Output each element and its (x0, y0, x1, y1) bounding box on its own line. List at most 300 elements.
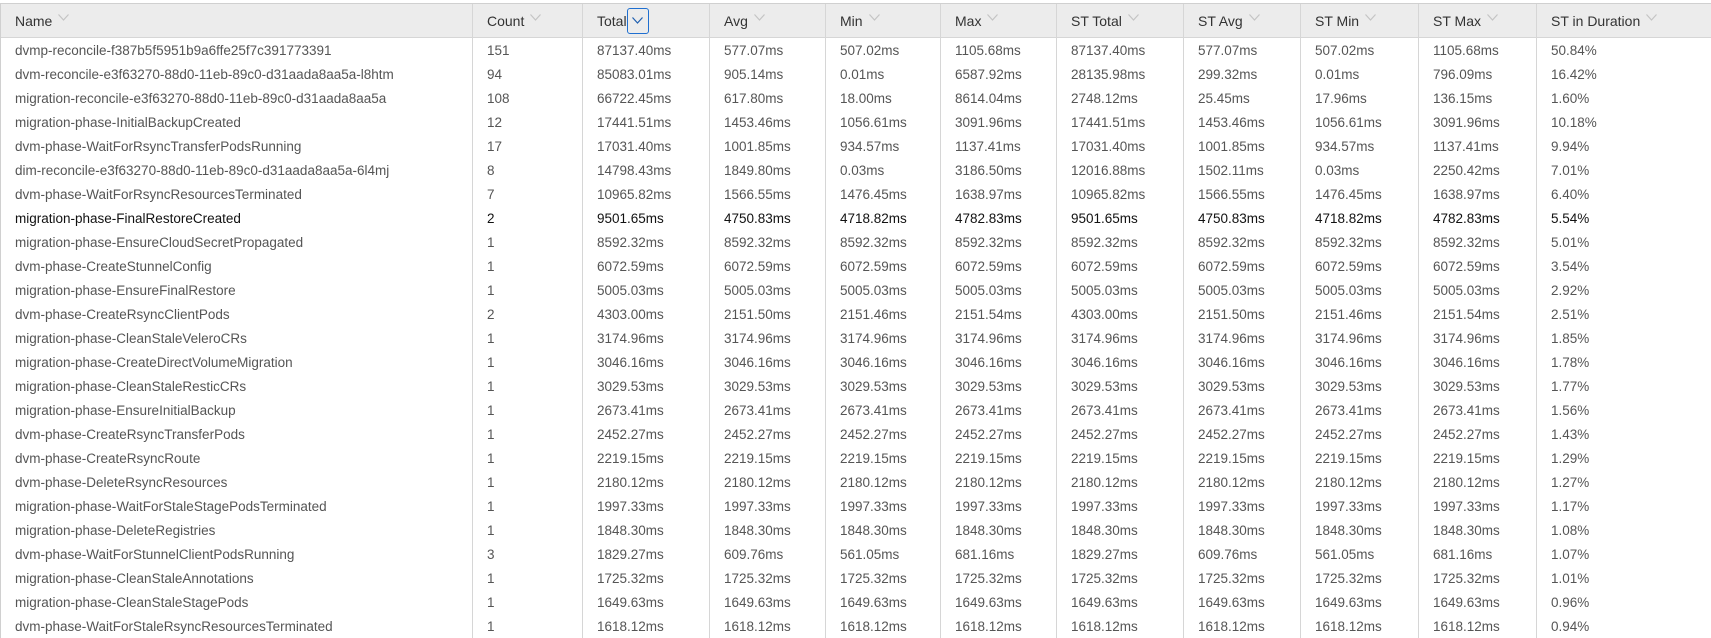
cell-st-min: 1997.33ms (1301, 494, 1419, 518)
cell-st-total: 2180.12ms (1057, 470, 1184, 494)
column-header-label: Avg (724, 12, 748, 29)
cell-st-total: 17031.40ms (1057, 134, 1184, 158)
cell-total: 1997.33ms (583, 494, 710, 518)
cell-total: 87137.40ms (583, 38, 710, 62)
cell-st-max: 796.09ms (1419, 62, 1537, 86)
cell-st-total: 1649.63ms (1057, 590, 1184, 614)
cell-total: 10965.82ms (583, 182, 710, 206)
cell-avg: 609.76ms (710, 542, 826, 566)
cell-st-max: 3046.16ms (1419, 350, 1537, 374)
cell-st-avg: 1001.85ms (1184, 134, 1301, 158)
cell-count: 1 (473, 590, 583, 614)
cell-st-avg: 8592.32ms (1184, 230, 1301, 254)
cell-count: 3 (473, 542, 583, 566)
cell-name: dvm-reconcile-e3f63270-88d0-11eb-89c0-d31aada8aa5a-l8htm (1, 62, 473, 86)
cell-count: 1 (473, 494, 583, 518)
chevron-down-icon[interactable] (754, 14, 768, 28)
cell-max: 3186.50ms (941, 158, 1057, 182)
cell-total: 17031.40ms (583, 134, 710, 158)
cell-max: 1997.33ms (941, 494, 1057, 518)
cell-max: 1137.41ms (941, 134, 1057, 158)
cell-st-max: 2250.42ms (1419, 158, 1537, 182)
column-header-label: Min (840, 12, 863, 29)
cell-st-total: 9501.65ms (1057, 206, 1184, 230)
cell-st-max: 3029.53ms (1419, 374, 1537, 398)
cell-avg: 2219.15ms (710, 446, 826, 470)
table-row[interactable] (1, 590, 1711, 614)
cell-st-min: 2151.46ms (1301, 302, 1419, 326)
cell-total: 3046.16ms (583, 350, 710, 374)
cell-st-max: 5005.03ms (1419, 278, 1537, 302)
table-row[interactable] (1, 542, 1711, 566)
cell-st-avg: 6072.59ms (1184, 254, 1301, 278)
cell-name: dvm-phase-CreateRsyncRoute (1, 446, 473, 470)
cell-st-in-duration: 1.60% (1551, 90, 1590, 106)
cell-st-in-duration: 9.94% (1551, 138, 1590, 154)
cell-total: 85083.01ms (583, 62, 710, 86)
cell-st-avg: 1566.55ms (1184, 182, 1301, 206)
cell-st-in-duration: 1.07% (1551, 546, 1590, 562)
cell-st-in-duration: 1.43% (1551, 426, 1590, 442)
cell-st-total: 10965.82ms (1057, 182, 1184, 206)
cell-min: 8592.32ms (826, 230, 941, 254)
cell-st-total: 3174.96ms (1057, 326, 1184, 350)
cell-min: 5005.03ms (826, 278, 941, 302)
cell-st-max: 136.15ms (1419, 86, 1537, 110)
cell-name: migration-phase-CleanStaleStagePods (1, 590, 473, 614)
stats-table (0, 3, 1711, 638)
cell-st-in-duration: 1.17% (1551, 498, 1590, 514)
cell-min: 1848.30ms (826, 518, 941, 542)
cell-st-max: 681.16ms (1419, 542, 1537, 566)
column-header-label: ST Max (1433, 12, 1481, 29)
cell-st-avg: 25.45ms (1184, 86, 1301, 110)
cell-st-in-duration: 5.01% (1551, 234, 1590, 250)
cell-st-max: 1638.97ms (1419, 182, 1537, 206)
cell-min: 2219.15ms (826, 446, 941, 470)
cell-total: 1618.12ms (583, 614, 710, 638)
cell-st-max: 2673.41ms (1419, 398, 1537, 422)
cell-st-in-duration: 10.18% (1551, 114, 1597, 130)
chevron-down-icon[interactable] (1249, 14, 1263, 28)
cell-name: dvm-phase-WaitForStaleRsyncResourcesTerminated (1, 614, 473, 638)
cell-st-min: 507.02ms (1301, 38, 1419, 62)
cell-max: 2673.41ms (941, 398, 1057, 422)
cell-name: dvm-phase-DeleteRsyncResources (1, 470, 473, 494)
cell-avg: 1618.12ms (710, 614, 826, 638)
cell-avg: 4750.83ms (710, 206, 826, 230)
cell-max: 6587.92ms (941, 62, 1057, 86)
cell-total: 3174.96ms (583, 326, 710, 350)
cell-max: 2180.12ms (941, 470, 1057, 494)
cell-st-total: 17441.51ms (1057, 110, 1184, 134)
chevron-down-icon[interactable] (1487, 14, 1501, 28)
cell-st-total: 3046.16ms (1057, 350, 1184, 374)
cell-st-avg: 1997.33ms (1184, 494, 1301, 518)
cell-min: 1056.61ms (826, 110, 941, 134)
cell-st-total: 8592.32ms (1057, 230, 1184, 254)
cell-min: 3029.53ms (826, 374, 941, 398)
cell-name: dvmp-reconcile-f387b5f5951b9a6ffe25f7c391773391 (1, 38, 473, 62)
cell-st-max: 1725.32ms (1419, 566, 1537, 590)
column-header-label: Name (15, 12, 53, 29)
cell-st-in-duration: 6.40% (1551, 186, 1590, 202)
cell-st-total: 2748.12ms (1057, 86, 1184, 110)
cell-count: 1 (473, 446, 583, 470)
cell-st-avg: 1848.30ms (1184, 518, 1301, 542)
cell-st-min: 0.03ms (1301, 158, 1419, 182)
chevron-down-icon[interactable] (1128, 14, 1142, 28)
cell-count: 17 (473, 134, 583, 158)
cell-count: 12 (473, 110, 583, 134)
cell-st-total: 1997.33ms (1057, 494, 1184, 518)
cell-total: 3029.53ms (583, 374, 710, 398)
column-header-st-total[interactable] (1057, 4, 1184, 37)
cell-st-min: 1725.32ms (1301, 566, 1419, 590)
cell-min: 0.03ms (826, 158, 941, 182)
cell-st-min: 4718.82ms (1301, 206, 1419, 230)
cell-st-in-duration: 1.27% (1551, 474, 1590, 490)
cell-avg: 2673.41ms (710, 398, 826, 422)
cell-min: 3046.16ms (826, 350, 941, 374)
cell-name: migration-phase-EnsureInitialBackup (1, 398, 473, 422)
cell-st-in-duration: 1.78% (1551, 354, 1590, 370)
cell-avg: 1725.32ms (710, 566, 826, 590)
table-row[interactable] (1, 158, 1711, 182)
cell-st-max: 2219.15ms (1419, 446, 1537, 470)
cell-st-avg: 2452.27ms (1184, 422, 1301, 446)
column-header-min[interactable] (826, 4, 941, 37)
cell-avg: 2452.27ms (710, 422, 826, 446)
chevron-down-icon[interactable] (1646, 14, 1660, 28)
cell-avg: 5005.03ms (710, 278, 826, 302)
cell-name: migration-phase-DeleteRegistries (1, 518, 473, 542)
cell-count: 1 (473, 566, 583, 590)
cell-total: 1725.32ms (583, 566, 710, 590)
cell-avg: 3046.16ms (710, 350, 826, 374)
cell-name: migration-phase-EnsureFinalRestore (1, 278, 473, 302)
cell-count: 1 (473, 326, 583, 350)
cell-count: 151 (473, 38, 583, 62)
table-row[interactable] (1, 230, 1711, 254)
cell-min: 507.02ms (826, 38, 941, 62)
cell-count: 1 (473, 470, 583, 494)
table-row[interactable] (1, 518, 1711, 542)
cell-st-in-duration: 7.01% (1551, 162, 1590, 178)
cell-min: 2180.12ms (826, 470, 941, 494)
cell-st-total: 5005.03ms (1057, 278, 1184, 302)
cell-name: migration-reconcile-e3f63270-88d0-11eb-89c0-d31aada8aa5a (1, 86, 473, 110)
cell-total: 2219.15ms (583, 446, 710, 470)
cell-max: 2219.15ms (941, 446, 1057, 470)
cell-st-in-duration: 0.96% (1551, 594, 1590, 610)
cell-count: 1 (473, 278, 583, 302)
cell-st-avg: 3174.96ms (1184, 326, 1301, 350)
cell-max: 5005.03ms (941, 278, 1057, 302)
cell-max: 1638.97ms (941, 182, 1057, 206)
cell-st-avg: 5005.03ms (1184, 278, 1301, 302)
table-row[interactable] (1, 398, 1711, 422)
cell-st-max: 6072.59ms (1419, 254, 1537, 278)
cell-st-max: 1997.33ms (1419, 494, 1537, 518)
cell-total: 2452.27ms (583, 422, 710, 446)
cell-min: 6072.59ms (826, 254, 941, 278)
table-row[interactable] (1, 494, 1711, 518)
cell-total: 4303.00ms (583, 302, 710, 326)
cell-count: 1 (473, 374, 583, 398)
chevron-down-icon[interactable] (58, 14, 72, 28)
cell-max: 8592.32ms (941, 230, 1057, 254)
cell-st-in-duration: 1.08% (1551, 522, 1590, 538)
cell-min: 18.00ms (826, 86, 941, 110)
cell-st-total: 1725.32ms (1057, 566, 1184, 590)
cell-st-avg: 3046.16ms (1184, 350, 1301, 374)
cell-count: 2 (473, 206, 583, 230)
table-row[interactable] (1, 254, 1711, 278)
chevron-down-icon[interactable] (987, 14, 1001, 28)
cell-total: 66722.45ms (583, 86, 710, 110)
cell-max: 6072.59ms (941, 254, 1057, 278)
cell-st-total: 2673.41ms (1057, 398, 1184, 422)
cell-st-min: 2452.27ms (1301, 422, 1419, 446)
cell-st-avg: 3029.53ms (1184, 374, 1301, 398)
cell-st-max: 2151.54ms (1419, 302, 1537, 326)
cell-avg: 2180.12ms (710, 470, 826, 494)
cell-st-total: 4303.00ms (1057, 302, 1184, 326)
column-header-total[interactable] (583, 4, 710, 37)
cell-name: migration-phase-WaitForStaleStagePodsTerminated (1, 494, 473, 518)
cell-st-in-duration: 50.84% (1551, 42, 1597, 58)
cell-max: 4782.83ms (941, 206, 1057, 230)
cell-avg: 6072.59ms (710, 254, 826, 278)
cell-st-min: 2180.12ms (1301, 470, 1419, 494)
chevron-down-icon[interactable] (869, 14, 883, 28)
cell-st-min: 3046.16ms (1301, 350, 1419, 374)
column-header-name[interactable] (1, 4, 473, 37)
cell-st-total: 2452.27ms (1057, 422, 1184, 446)
column-header-label: ST Min (1315, 12, 1360, 29)
cell-total: 1829.27ms (583, 542, 710, 566)
cell-min: 1618.12ms (826, 614, 941, 638)
cell-avg: 1997.33ms (710, 494, 826, 518)
cell-name: migration-phase-InitialBackupCreated (1, 110, 473, 134)
cell-total: 14798.43ms (583, 158, 710, 182)
cell-st-in-duration: 1.56% (1551, 402, 1590, 418)
column-header-st-max[interactable] (1419, 4, 1537, 37)
cell-st-avg: 2151.50ms (1184, 302, 1301, 326)
cell-st-min: 1476.45ms (1301, 182, 1419, 206)
cell-st-min: 3174.96ms (1301, 326, 1419, 350)
cell-total: 2180.12ms (583, 470, 710, 494)
cell-avg: 905.14ms (710, 62, 826, 86)
cell-st-total: 28135.98ms (1057, 62, 1184, 86)
cell-avg: 617.80ms (710, 86, 826, 110)
table-row[interactable] (1, 86, 1711, 110)
table-row[interactable] (1, 206, 1711, 230)
cell-avg: 8592.32ms (710, 230, 826, 254)
cell-st-total: 2219.15ms (1057, 446, 1184, 470)
column-header-max[interactable] (941, 4, 1057, 37)
cell-st-min: 2673.41ms (1301, 398, 1419, 422)
cell-st-avg: 577.07ms (1184, 38, 1301, 62)
cell-total: 17441.51ms (583, 110, 710, 134)
cell-max: 1649.63ms (941, 590, 1057, 614)
cell-st-min: 17.96ms (1301, 86, 1419, 110)
cell-name: dvm-phase-WaitForRsyncTransferPodsRunning (1, 134, 473, 158)
cell-name: dvm-phase-CreateRsyncClientPods (1, 302, 473, 326)
table-row[interactable] (1, 374, 1711, 398)
cell-st-min: 8592.32ms (1301, 230, 1419, 254)
cell-max: 3029.53ms (941, 374, 1057, 398)
cell-st-max: 4782.83ms (1419, 206, 1537, 230)
cell-st-min: 1649.63ms (1301, 590, 1419, 614)
cell-st-max: 8592.32ms (1419, 230, 1537, 254)
cell-min: 0.01ms (826, 62, 941, 86)
column-header-label: ST Total (1071, 12, 1122, 29)
cell-max: 681.16ms (941, 542, 1057, 566)
cell-name: migration-phase-CleanStaleVeleroCRs (1, 326, 473, 350)
chevron-down-icon[interactable] (530, 14, 544, 28)
cell-count: 1 (473, 518, 583, 542)
cell-count: 1 (473, 254, 583, 278)
cell-st-avg: 2180.12ms (1184, 470, 1301, 494)
cell-name: migration-phase-FinalRestoreCreated (1, 206, 473, 230)
cell-avg: 2151.50ms (710, 302, 826, 326)
column-header-label: Max (955, 12, 982, 29)
cell-name: dvm-phase-WaitForStunnelClientPodsRunning (1, 542, 473, 566)
cell-st-in-duration: 1.01% (1551, 570, 1590, 586)
cell-count: 1 (473, 422, 583, 446)
cell-st-min: 561.05ms (1301, 542, 1419, 566)
cell-st-avg: 1502.11ms (1184, 158, 1301, 182)
cell-st-avg: 1649.63ms (1184, 590, 1301, 614)
cell-st-in-duration: 0.94% (1551, 618, 1590, 634)
cell-avg: 3029.53ms (710, 374, 826, 398)
table-row[interactable] (1, 566, 1711, 590)
cell-st-in-duration: 16.42% (1551, 66, 1597, 82)
cell-min: 1476.45ms (826, 182, 941, 206)
cell-st-min: 934.57ms (1301, 134, 1419, 158)
cell-min: 2151.46ms (826, 302, 941, 326)
cell-max: 3091.96ms (941, 110, 1057, 134)
cell-min: 934.57ms (826, 134, 941, 158)
cell-st-total: 1618.12ms (1057, 614, 1184, 638)
cell-max: 1725.32ms (941, 566, 1057, 590)
column-header-st-in-duration[interactable] (1537, 4, 1711, 37)
column-header-st-min[interactable] (1301, 4, 1419, 37)
cell-st-max: 3174.96ms (1419, 326, 1537, 350)
cell-st-in-duration: 1.85% (1551, 330, 1590, 346)
cell-name: migration-phase-CreateDirectVolumeMigration (1, 350, 473, 374)
table-row[interactable] (1, 182, 1711, 206)
column-header-count[interactable] (473, 4, 583, 37)
table-header (1, 4, 1711, 38)
cell-name: migration-phase-CleanStaleResticCRs (1, 374, 473, 398)
cell-st-max: 1848.30ms (1419, 518, 1537, 542)
cell-name: dvm-phase-CreateRsyncTransferPods (1, 422, 473, 446)
chevron-down-icon[interactable] (1365, 14, 1379, 28)
table-row[interactable] (1, 278, 1711, 302)
cell-avg: 577.07ms (710, 38, 826, 62)
cell-st-total: 12016.88ms (1057, 158, 1184, 182)
table-row[interactable] (1, 302, 1711, 326)
cell-total: 1848.30ms (583, 518, 710, 542)
cell-avg: 1001.85ms (710, 134, 826, 158)
cell-st-total: 1829.27ms (1057, 542, 1184, 566)
cell-st-in-duration: 1.77% (1551, 378, 1590, 394)
cell-st-max: 2180.12ms (1419, 470, 1537, 494)
cell-st-min: 5005.03ms (1301, 278, 1419, 302)
table-row[interactable] (1, 134, 1711, 158)
table-row[interactable] (1, 38, 1711, 62)
cell-st-max: 1649.63ms (1419, 590, 1537, 614)
cell-min: 2452.27ms (826, 422, 941, 446)
cell-st-min: 0.01ms (1301, 62, 1419, 86)
cell-max: 8614.04ms (941, 86, 1057, 110)
cell-st-max: 1105.68ms (1419, 38, 1537, 62)
table-row[interactable] (1, 470, 1711, 494)
cell-min: 2673.41ms (826, 398, 941, 422)
table-row[interactable] (1, 62, 1711, 86)
cell-st-avg: 1618.12ms (1184, 614, 1301, 638)
cell-count: 7 (473, 182, 583, 206)
cell-max: 1618.12ms (941, 614, 1057, 638)
cell-st-min: 2219.15ms (1301, 446, 1419, 470)
column-header-label: ST Avg (1198, 12, 1243, 29)
cell-st-avg: 299.32ms (1184, 62, 1301, 86)
cell-st-min: 1056.61ms (1301, 110, 1419, 134)
cell-total: 5005.03ms (583, 278, 710, 302)
cell-count: 1 (473, 614, 583, 638)
cell-st-total: 87137.40ms (1057, 38, 1184, 62)
cell-total: 6072.59ms (583, 254, 710, 278)
cell-min: 1997.33ms (826, 494, 941, 518)
column-header-avg[interactable] (710, 4, 826, 37)
cell-avg: 1849.80ms (710, 158, 826, 182)
table-row[interactable] (1, 326, 1711, 350)
table-row[interactable] (1, 446, 1711, 470)
cell-st-in-duration: 2.51% (1551, 306, 1590, 322)
cell-st-avg: 2673.41ms (1184, 398, 1301, 422)
cell-min: 1725.32ms (826, 566, 941, 590)
cell-st-total: 1848.30ms (1057, 518, 1184, 542)
cell-max: 1105.68ms (941, 38, 1057, 62)
cell-st-total: 3029.53ms (1057, 374, 1184, 398)
table-row[interactable] (1, 110, 1711, 134)
cell-st-max: 3091.96ms (1419, 110, 1537, 134)
cell-avg: 1649.63ms (710, 590, 826, 614)
column-header-label: Total (597, 12, 627, 29)
chevron-down-icon[interactable] (627, 8, 649, 34)
cell-st-in-duration: 1.29% (1551, 450, 1590, 466)
cell-count: 2 (473, 302, 583, 326)
cell-min: 561.05ms (826, 542, 941, 566)
table-row[interactable] (1, 614, 1711, 638)
cell-name: dvm-phase-WaitForRsyncResourcesTerminated (1, 182, 473, 206)
cell-min: 1649.63ms (826, 590, 941, 614)
cell-st-total: 6072.59ms (1057, 254, 1184, 278)
cell-st-in-duration: 2.92% (1551, 282, 1590, 298)
cell-count: 1 (473, 398, 583, 422)
cell-name: dim-reconcile-e3f63270-88d0-11eb-89c0-d31aada8aa5a-6l4mj (1, 158, 473, 182)
table-row[interactable] (1, 422, 1711, 446)
cell-st-max: 1618.12ms (1419, 614, 1537, 638)
cell-st-min: 6072.59ms (1301, 254, 1419, 278)
table-row[interactable] (1, 350, 1711, 374)
cell-st-avg: 4750.83ms (1184, 206, 1301, 230)
cell-name: dvm-phase-CreateStunnelConfig (1, 254, 473, 278)
column-header-st-avg[interactable] (1184, 4, 1301, 37)
